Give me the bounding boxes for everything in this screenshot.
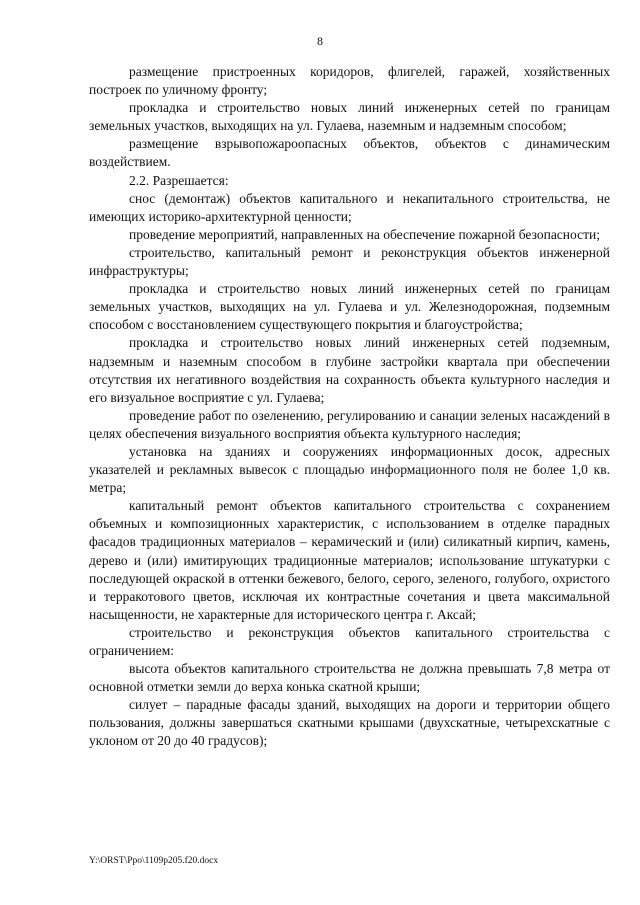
paragraph: капитальный ремонт объектов капитального строительства с сохранением объемных и композиционных характеристик, с использованием в отделке парадных фасадов традиционных материалов – керамический и (или) силикатный кирпич, камень, дерево и (или) имитирующих традиционные материалов; использование штукатурки с последующей окраской в оттенки бежевого, белого, серого, зеленого, голубого, охристого и терракотового цветов, исключая их контрастные сочетания и цвета максимальной насыщенности, не характерные для исторического центра г. Аксай; bbox=[89, 498, 610, 622]
paragraph: проведение работ по озеленению, регулированию и санации зеленых насаждений в целях обеспечения визуального восприятия объекта культурного наследия; bbox=[89, 407, 610, 441]
paragraph: проведение мероприятий, направленных на обеспечение пожарной безопасности; bbox=[129, 226, 600, 242]
paragraph: прокладка и строительство новых линий инженерных сетей по границам земельных участков, выходящих на ул. Гулаева и ул. Железнодорожная, подземным способом с восстановлением существующего покрытия и благоустройства; bbox=[89, 281, 610, 333]
paragraph: размещение пристроенных коридоров, флигелей, гаражей, хозяйственных построек по уличному фронту; bbox=[89, 64, 610, 98]
paragraph: строительство, капитальный ремонт и реконструкция объектов инженерной инфраструктуры; bbox=[89, 244, 610, 279]
paragraph: прокладка и строительство новых линий инженерных сетей по границам земельных участков, выходящих на ул. Гулаева, наземным и надземным способом; bbox=[89, 100, 610, 134]
paragraph: снос (демонтаж) объектов капитального и некапитального строительства, не имеющих историко-архитектурной ценности; bbox=[89, 190, 610, 224]
paragraph: силует – парадные фасады зданий, выходящих на дороги и территории общего пользования, должны завершаться скатными крышами (двухскатные, четырехскатные с уклоном от 20 до 40 градусов); bbox=[89, 697, 610, 749]
document-body bbox=[89, 63, 610, 751]
paragraph: высота объектов капитального строительства не должна превышать 7,8 метра от основной отметки земли до верха конька скатной крыши; bbox=[89, 661, 610, 695]
section-heading: 2.2. Разрешается: bbox=[129, 172, 229, 188]
paragraph: прокладка и строительство новых линий инженерных сетей подземным, надземным и наземным способом в глубине застройки квартала при обеспечении отсутствия их негативного воздействия на сохранность объекта культурного наследия и его визуальное восприятие с ул. Гулаева; bbox=[89, 335, 610, 405]
paragraph: установка на зданиях и сооружениях информационных досок, адресных указателей и рекламных вывесок с площадью информационного поля не более 1,0 кв. метра; bbox=[89, 443, 610, 496]
paragraph: строительство и реконструкция объектов капитального строительства с ограничением: bbox=[89, 624, 610, 658]
page-number: 8 bbox=[317, 34, 323, 48]
paragraph: размещение взрывопожароопасных объектов, объектов с динамическим воздействием. bbox=[89, 136, 610, 170]
footer-file-path: Y:\ORST\Ppo\1109p205.f20.docx bbox=[89, 856, 219, 866]
